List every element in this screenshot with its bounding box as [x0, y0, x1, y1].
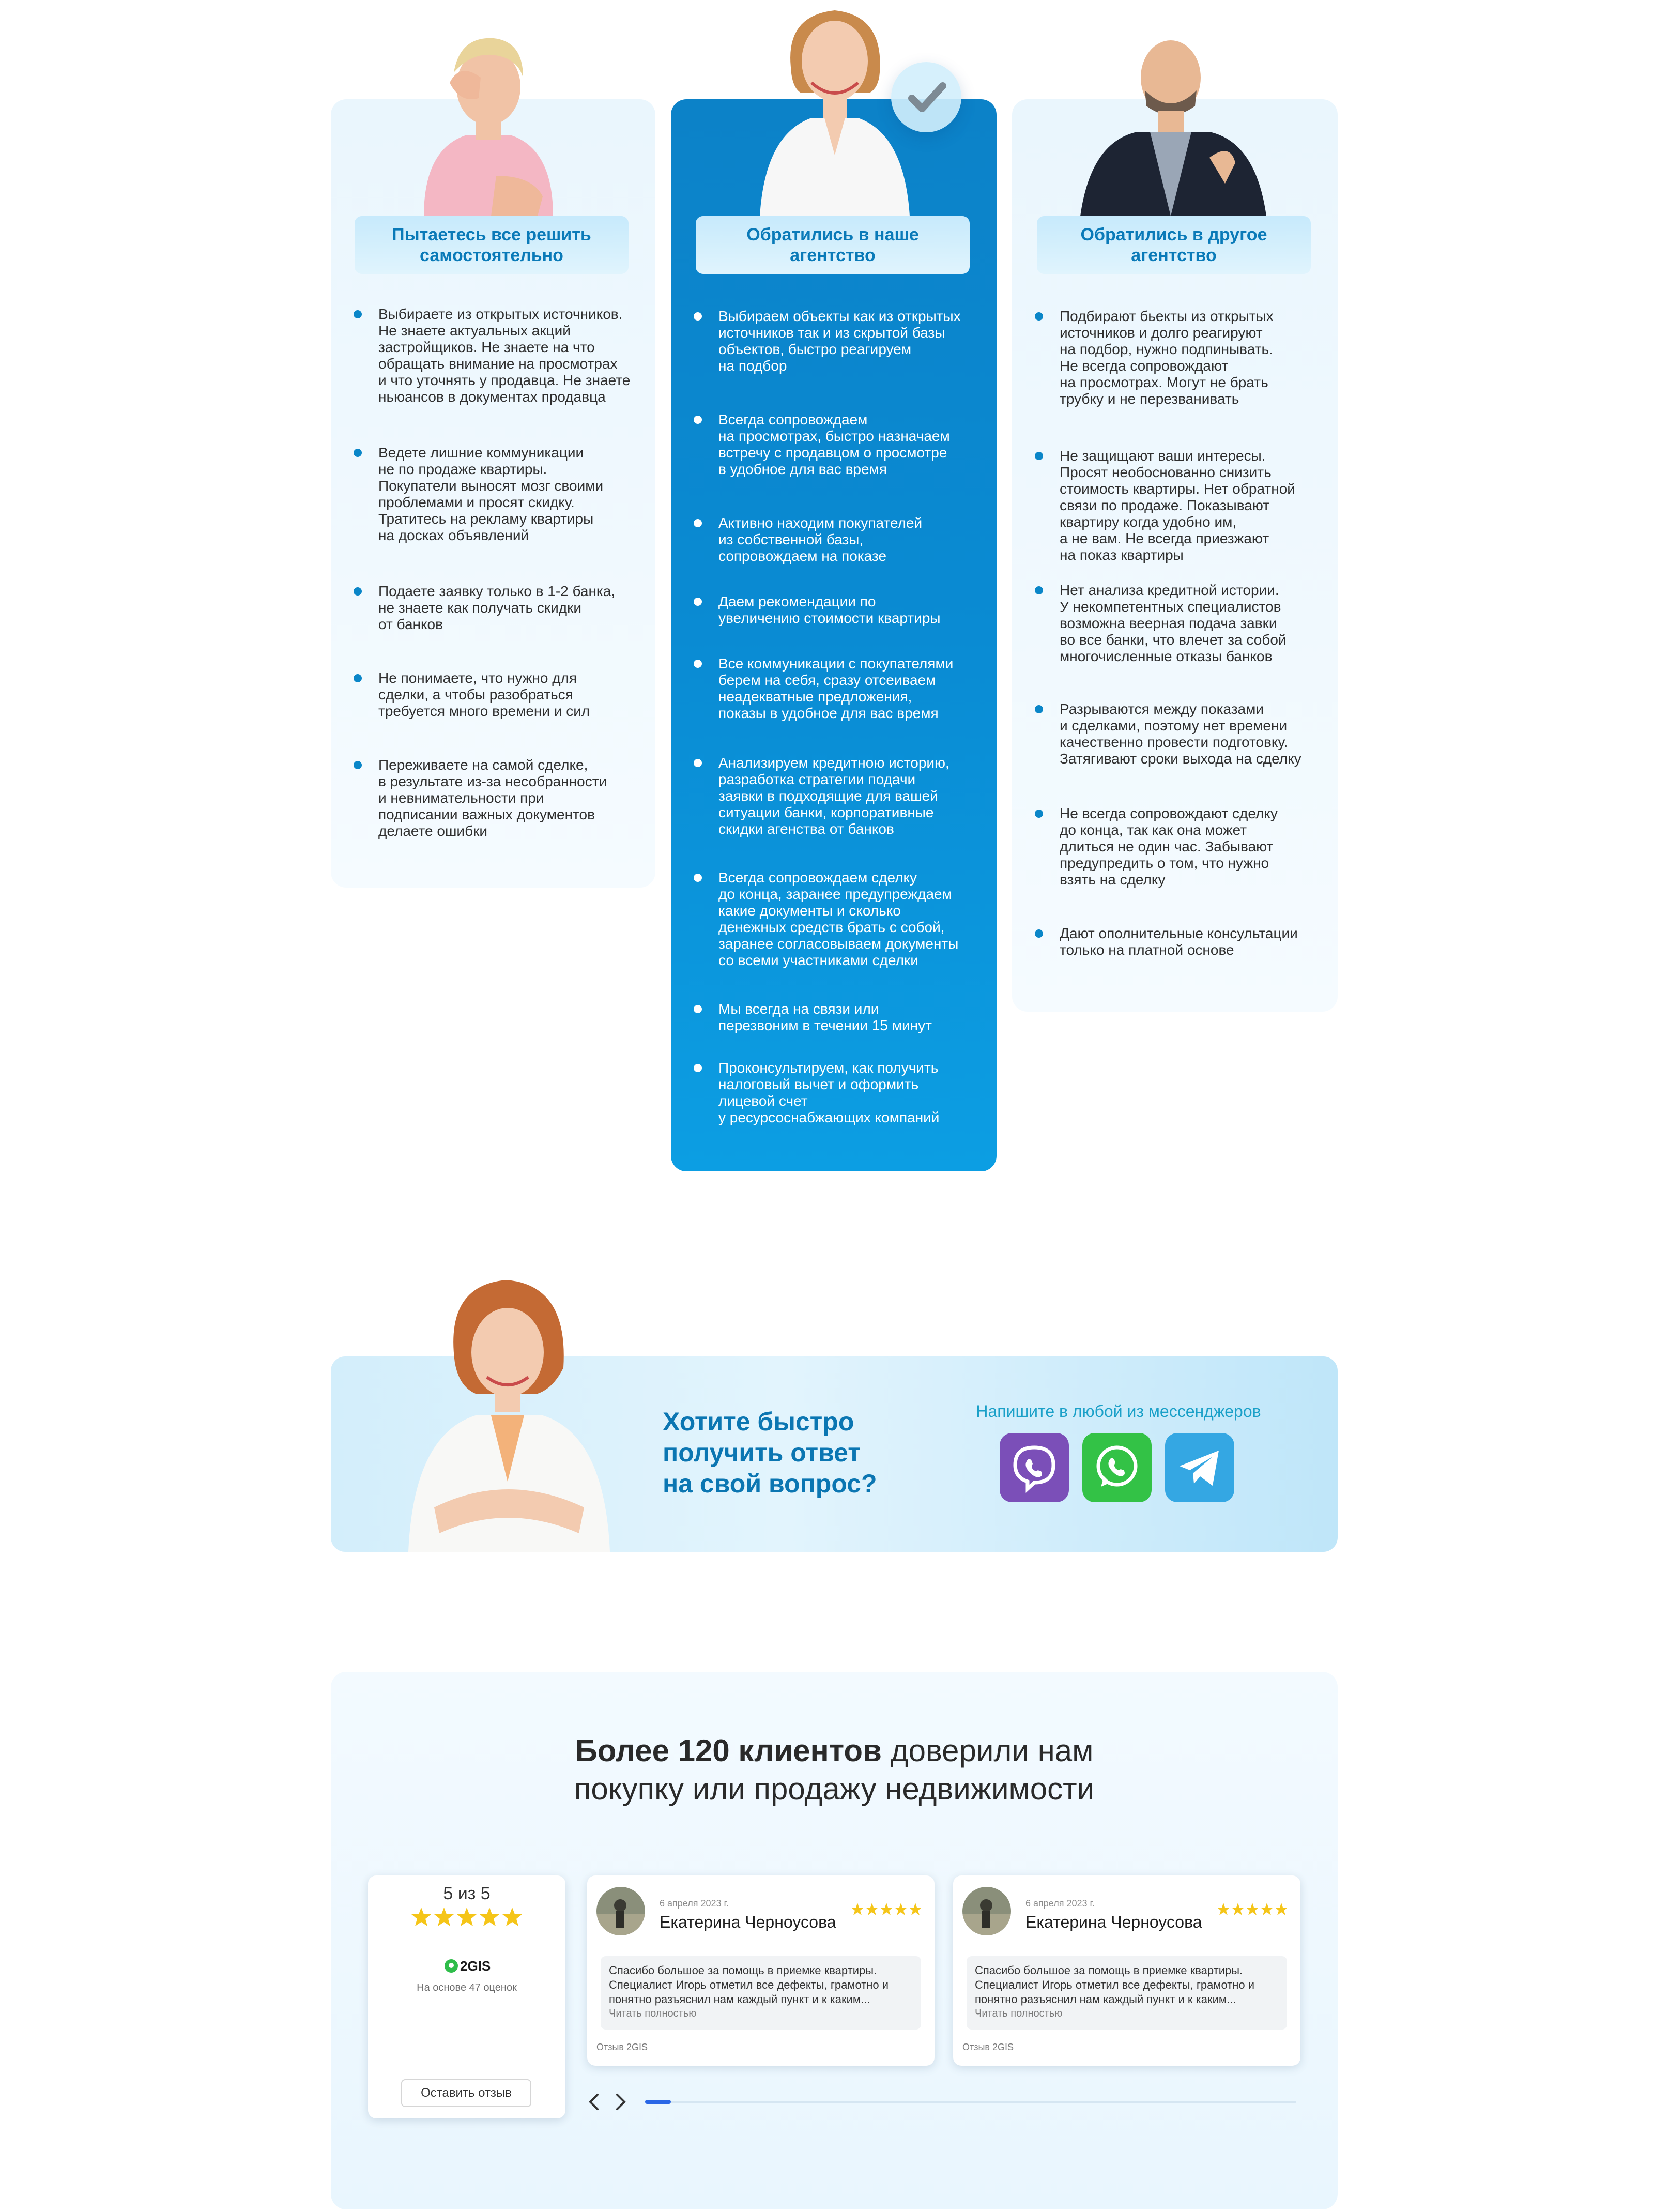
reviewer-avatar — [596, 1887, 645, 1935]
whatsapp-button[interactable] — [1082, 1433, 1152, 1502]
review-source-link[interactable]: Отзыв 2GIS — [962, 2042, 1014, 2052]
bullet-dot — [694, 519, 702, 527]
list-item: Все коммуникации с покупателями берем на себя, сразу отсеиваем неадекватные предложения, показы в удобное для вас время — [694, 655, 953, 722]
star-icon — [909, 1903, 922, 1915]
list-item: Ведете лишние коммуникации не по продаже квартиры. Покупатели выносят мозг своими проблемами и просят скидку. Тратитесь на рекламу квартиры на досках объявлений — [354, 445, 603, 544]
leave-review-button[interactable]: Оставить отзыв — [401, 2079, 531, 2107]
2gis-pin-icon — [445, 1959, 458, 1973]
slider-next-button[interactable] — [610, 2092, 631, 2112]
slider-track[interactable] — [645, 2101, 1296, 2103]
bullet-dot — [694, 312, 702, 321]
star-icon — [1261, 1903, 1273, 1915]
star-icon — [851, 1903, 864, 1915]
star-icon — [866, 1903, 878, 1915]
list-item: Подбирают бьекты из открытых источников и долго реагируют на подбор, нужно подпинывать. Не всегда сопровождают на просмотрах. Могут не брать трубку и не перезванивать — [1035, 308, 1274, 407]
slider-prev-button[interactable] — [584, 2092, 605, 2112]
telegram-icon — [1165, 1433, 1234, 1502]
star-icon — [1246, 1903, 1259, 1915]
bullet-dot — [694, 598, 702, 606]
bullet-dot — [1035, 929, 1043, 938]
whatsapp-icon — [1082, 1433, 1152, 1502]
list-item: Всегда сопровождаем на просмотрах, быстро назначаем встречу с продавцом о просмотре в удобное для вас время — [694, 411, 950, 478]
stressed-woman-photo — [388, 21, 589, 216]
read-more-link[interactable]: Читать полностью — [609, 2008, 697, 2019]
bullet-dot — [1035, 810, 1043, 818]
reviewer-name: Екатерина Черноусова — [660, 1913, 836, 1931]
other-agency-title: Обратились в другое агентство — [1037, 216, 1311, 274]
bullet-dot — [694, 416, 702, 424]
review-source-link[interactable]: Отзыв 2GIS — [596, 2042, 648, 2052]
list-item: Дают ополнительные консультации только на платной основе — [1035, 925, 1298, 958]
messengers-caption: Напишите в любой из мессенджеров — [976, 1402, 1261, 1421]
star-icon — [457, 1908, 477, 1926]
list-item: Выбираем объекты как из открытых источников так и из скрытой базы объектов, быстро реагируем на подбор — [694, 308, 961, 374]
bullet-dot — [354, 674, 362, 682]
viber-icon — [1000, 1433, 1069, 1502]
review-text: Спасибо большое за помощь в приемке квартиры. Специалист Игорь отметил все дефекты, грамотно и понятно разъяснил нам каждый пункт и к каким... — [975, 1964, 1255, 2006]
bullet-dot — [694, 759, 702, 767]
chevron-left-icon — [584, 2092, 605, 2112]
bullet-dot — [354, 310, 362, 318]
telegram-button[interactable] — [1165, 1433, 1234, 1502]
list-item: Нет анализа кредитной истории. У некомпетентных специалистов возможна веерная подача завки во все банки, что влечет за собой многочисленные отказы банков — [1035, 582, 1287, 665]
bullet-dot — [694, 874, 702, 882]
list-item: Выбираете из открытых источников. Не знаете актуальных акций застройщиков. Не знаете на что обращать внимание на просмотрах и что уточнять у продавца. Не знаете ньюансов в документах продавца — [354, 306, 630, 405]
list-item: Переживаете на самой сделке, в результате из-за несобранности и невнимательности при подписании важных документов делаете ошибки — [354, 757, 607, 840]
viber-button[interactable] — [1000, 1433, 1069, 1502]
list-item: Даем рекомендации по увеличению стоимости квартиры — [694, 593, 941, 627]
star-icon — [480, 1908, 499, 1926]
rating-basis: На основе 47 оценок — [417, 1982, 517, 1993]
rating-score: 5 из 5 — [443, 1884, 491, 1903]
list-item: Не защищают ваши интересы. Просят необоснованно снизить стоимость квартиры. Нет обратной связи по продаже. Показывают квартиру когда удобно им, а не вам. Не всегда приезжают на показ квартиры — [1035, 448, 1295, 563]
bullet-dot — [694, 660, 702, 668]
reviewer-avatar — [962, 1887, 1011, 1935]
bullet-dot — [1035, 586, 1043, 594]
contact-title: Хотите быстро получить ответ на свой вопрос? — [663, 1407, 877, 1498]
star-icon — [880, 1903, 893, 1915]
bullet-dot — [694, 1005, 702, 1013]
bullet-dot — [354, 761, 362, 769]
star-icon — [1232, 1903, 1244, 1915]
review-card — [953, 1875, 1300, 2066]
bullet-dot — [1035, 452, 1043, 460]
review-card — [587, 1875, 935, 2066]
star-icon — [1275, 1903, 1288, 1915]
list-item: Анализируем кредитною историю, разработка стратегии подачи заявки в подходящие для вашей ситуации банки, корпоративные скидки агенства от банков — [694, 755, 949, 837]
bullet-dot — [354, 587, 362, 596]
star-icon — [895, 1903, 907, 1915]
bullet-dot — [694, 1064, 702, 1072]
read-more-link[interactable]: Читать полностью — [975, 2008, 1063, 2019]
review-text-box — [601, 1956, 921, 2030]
list-item: Мы всегда на связи или перезвоним в течении 15 минут — [694, 1001, 932, 1034]
list-item: Не всегда сопровождают сделку до конца, так как она может длиться не один час. Забывают предупредить о том, что нужно взять на сделку — [1035, 805, 1278, 888]
consultant-photo — [398, 1264, 620, 1552]
star-icon — [1217, 1903, 1230, 1915]
review-stars — [851, 1902, 923, 1916]
list-item: Не понимаете, что нужно для сделки, а чтобы разобраться требуется много времени и сил — [354, 670, 590, 720]
list-item: Всегда сопровождаем сделку до конца, заранее предупреждаем какие документы и сколько денежных средств брать с собой, заранее согласовываем документы со всеми участниками сделки — [694, 869, 958, 969]
review-date: 6 апреля 2023 г. — [1025, 1898, 1095, 1909]
slider-progress — [645, 2100, 671, 2104]
bullet-dot — [354, 449, 362, 457]
list-item: Активно находим покупателей из собственной базы, сопровождаем на показе — [694, 515, 922, 565]
review-text-box — [967, 1956, 1287, 2030]
reviews-title: Более 120 клиентов доверили нам покупку или продажу недвижимости — [574, 1733, 1095, 1806]
review-stars — [1217, 1902, 1289, 1916]
man-in-jacket-photo — [1060, 28, 1287, 216]
review-text: Спасибо большое за помощь в приемке квартиры. Специалист Игорь отметил все дефекты, грамотно и понятно разъяснил нам каждый пункт и к каким... — [609, 1964, 889, 2006]
chevron-right-icon — [610, 2092, 631, 2112]
list-item: Разрываются между показами и сделками, поэтому нет времени качественно провести подготовку. Затягивают сроки выхода на сделку — [1035, 701, 1301, 767]
checkmark-badge — [891, 62, 961, 132]
star-icon — [434, 1908, 454, 1926]
bullet-dot — [1035, 705, 1043, 713]
2gis-logo: 2GIS — [445, 1957, 491, 1975]
star-icon — [502, 1908, 522, 1926]
rating-stars — [411, 1906, 523, 1927]
checkmark-icon — [891, 62, 961, 132]
review-date: 6 апреля 2023 г. — [660, 1898, 729, 1909]
star-icon — [411, 1908, 431, 1926]
reviewer-name: Екатерина Черноусова — [1025, 1913, 1202, 1931]
list-item: Проконсультируем, как получить налоговый вычет и оформить лицевой счет у ресурсоснабжающих компаний — [694, 1060, 939, 1126]
our-agency-title: Обратились в наше агентство — [696, 216, 970, 274]
bullet-dot — [1035, 312, 1043, 321]
self-solution-title: Пытаетесь все решить самостоятельно — [355, 216, 629, 274]
list-item: Подаете заявку только в 1-2 банка, не знаете как получать скидки от банков — [354, 583, 615, 633]
